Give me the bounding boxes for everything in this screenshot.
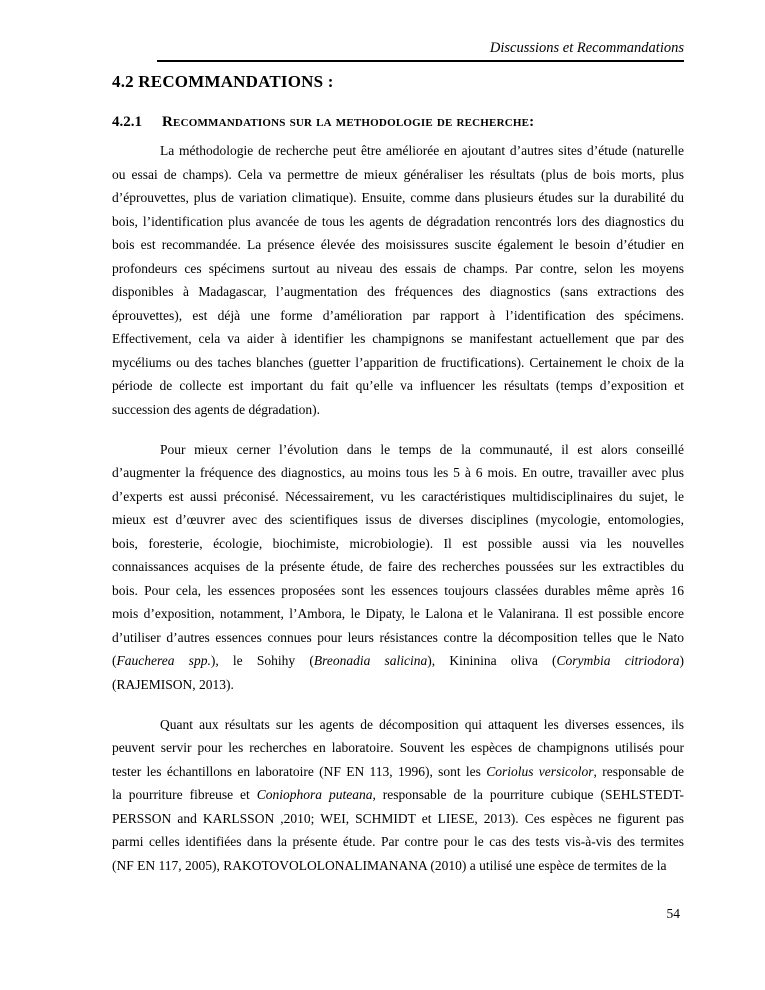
species-name-italic: Coriolus versicolor (486, 763, 594, 779)
body-text (112, 139, 684, 894)
paragraph-frequency-experts (112, 438, 684, 697)
text-line (112, 649, 684, 673)
text-run: ) (679, 653, 684, 668)
text-run: éprouvettes), est déjà une forme d’amélioration par rapport à l’identification des spécimens. (112, 307, 684, 323)
text-line (112, 163, 684, 187)
text-run: bois, foresterie, écologie, biochimiste, microbiologie). Il est possible aussi via les nouvelles (112, 535, 684, 551)
text-run: ), le Sohihy ( (210, 653, 314, 668)
text-run: d’utiliser d’autres essences connues pour leurs résistances contre la décomposition telles que le Nato (112, 629, 684, 645)
species-name-italic: Breonadia salicina (313, 653, 428, 668)
text-run: parmi celles identifiées dans la présente étude. Par contre pour le cas des tests vis-à-vis des termites (112, 834, 684, 849)
subsection-title: Recommandations sur la methodologie de recherche: (162, 114, 535, 130)
text-line (112, 327, 684, 351)
text-line (112, 673, 684, 697)
text-line (112, 807, 684, 831)
text-run: profondeurs ces spécimens surtout au niveau des essais de champs. Par contre, selon les moyens (112, 260, 684, 276)
text-run: mieux est d’œuvrer avec des scientifiques issus de diverses disciplines (mycologie, entomologies, (112, 512, 684, 527)
page-header (157, 40, 684, 62)
text-line (112, 398, 684, 422)
species-name-italic: Coniophora puteana (256, 787, 373, 802)
text-line (112, 602, 684, 626)
text-line (112, 139, 684, 163)
text-run: , responsable de la pourriture cubique (SEHLSTEDT- (372, 787, 684, 802)
text-run: Quant aux résultats sur les agents de décomposition qui attaquent les diverses essences, ils (160, 716, 684, 732)
text-line (112, 438, 684, 462)
text-line (112, 736, 684, 760)
text-line (112, 461, 684, 485)
text-line (112, 485, 684, 509)
text-run: , responsable de (593, 763, 684, 779)
text-run: ( (112, 653, 117, 668)
text-line (112, 532, 684, 556)
text-run: PERSSON and KARLSSON ,2010; WEI, SCHMIDT et LIESE, 2013). Ces espèces ne figurent pas (112, 810, 684, 826)
page-footer (112, 906, 680, 922)
subsection-heading (112, 114, 684, 131)
text-line (112, 257, 684, 281)
running-head-title: Discussions et Recommandations (489, 40, 684, 56)
text-line (112, 186, 684, 210)
paragraph-methodology (112, 139, 684, 421)
text-run: la pourriture fibreuse et (112, 787, 257, 802)
paragraph-lab-results (112, 713, 684, 878)
text-run: période de collecte est important du fait qu’elle va influencer les résultats (temps d’exposition et (112, 378, 684, 393)
text-run: d’augmenter la fréquence des diagnostics, au moins tous les 5 à 6 mois. En outre, travailler avec plus (112, 465, 684, 480)
species-name-italic: Corymbia citriodora (556, 653, 680, 668)
text-line (112, 233, 684, 257)
section-title: 4.2 RECOMMANDATIONS : (112, 72, 334, 91)
text-run: mycéliums ou des taches blanches (guetter l’apparition de fructifications). Certainement le choix de la (112, 354, 684, 370)
text-line (112, 713, 684, 737)
text-line (112, 579, 684, 603)
text-line (112, 783, 684, 807)
text-run: d’éprouvettes, plus de variation climatique). Ensuite, comme dans plusieurs études sur la durabilité du (112, 190, 684, 205)
text-run: ), Kininina oliva ( (427, 653, 557, 668)
text-line (112, 508, 684, 532)
text-line (112, 304, 684, 328)
text-run: La méthodologie de recherche peut être améliorée en ajoutant d’autres sites d’étude (naturelle (160, 143, 684, 158)
text-run: disponibles à Madagascar, l’augmentation des fréquences des diagnostics (sans extractions des (112, 284, 684, 299)
page-number: 54 (666, 906, 680, 921)
text-line (112, 374, 684, 398)
text-run: (RAJEMISON, 2013). (112, 676, 234, 692)
text-run: bois est recommandée. La présence élevée des moisissures suscite également le besoin d’étudier en (112, 237, 684, 252)
text-run: tester les échantillons en laboratoire (NF EN 113, 1996), sont les (112, 763, 487, 779)
text-line (112, 210, 684, 234)
text-run: d’experts est aussi préconisé. Nécessairement, vu les caractéristiques multidisciplinaires du sujet, le (112, 488, 684, 504)
text-line (112, 555, 684, 579)
text-line (112, 280, 684, 304)
text-run: mois d’exposition, notamment, l’Ambora, le Dipaty, le Lalona et le Valanirana. Il est possible encore (112, 606, 684, 621)
species-name-italic: Faucherea spp. (116, 653, 211, 668)
text-line (112, 351, 684, 375)
text-run: (NF EN 117, 2005), RAKOTOVOLOLONALIMANANA (2010) a utilisé une espèce de termites de la (112, 857, 667, 873)
text-run: ou essai de champs). Cela va permettre de mieux généraliser les résultats (plus de bois morts, plus (112, 166, 684, 182)
text-run: Effectivement, cela va aider à identifier les champignons se manifestant actuellement que par des (112, 331, 684, 346)
text-run: succession des agents de dégradation). (112, 401, 321, 417)
text-line (112, 830, 684, 854)
text-run: bois. Pour cela, les essences proposées sont les essences toujours classées durables même après 16 (112, 582, 684, 598)
subsection-number: 4.2.1 (112, 114, 142, 130)
text-line (112, 854, 684, 878)
text-run: bois, l’identification plus avancée de tous les agents de dégradation rencontrés lors des diagnostics du (112, 213, 684, 229)
text-line (112, 760, 684, 784)
text-line (112, 626, 684, 650)
text-run: Pour mieux cerner l’évolution dans le temps de la communauté, il est alors conseillé (160, 441, 684, 457)
text-run: connaissances acquises de la présente étude, de faire des recherches poussées sur les extractibles du (112, 559, 684, 574)
text-run: peuvent servir pour les recherches en laboratoire. Souvent les espèces de champignons utilisés pour (112, 740, 684, 755)
